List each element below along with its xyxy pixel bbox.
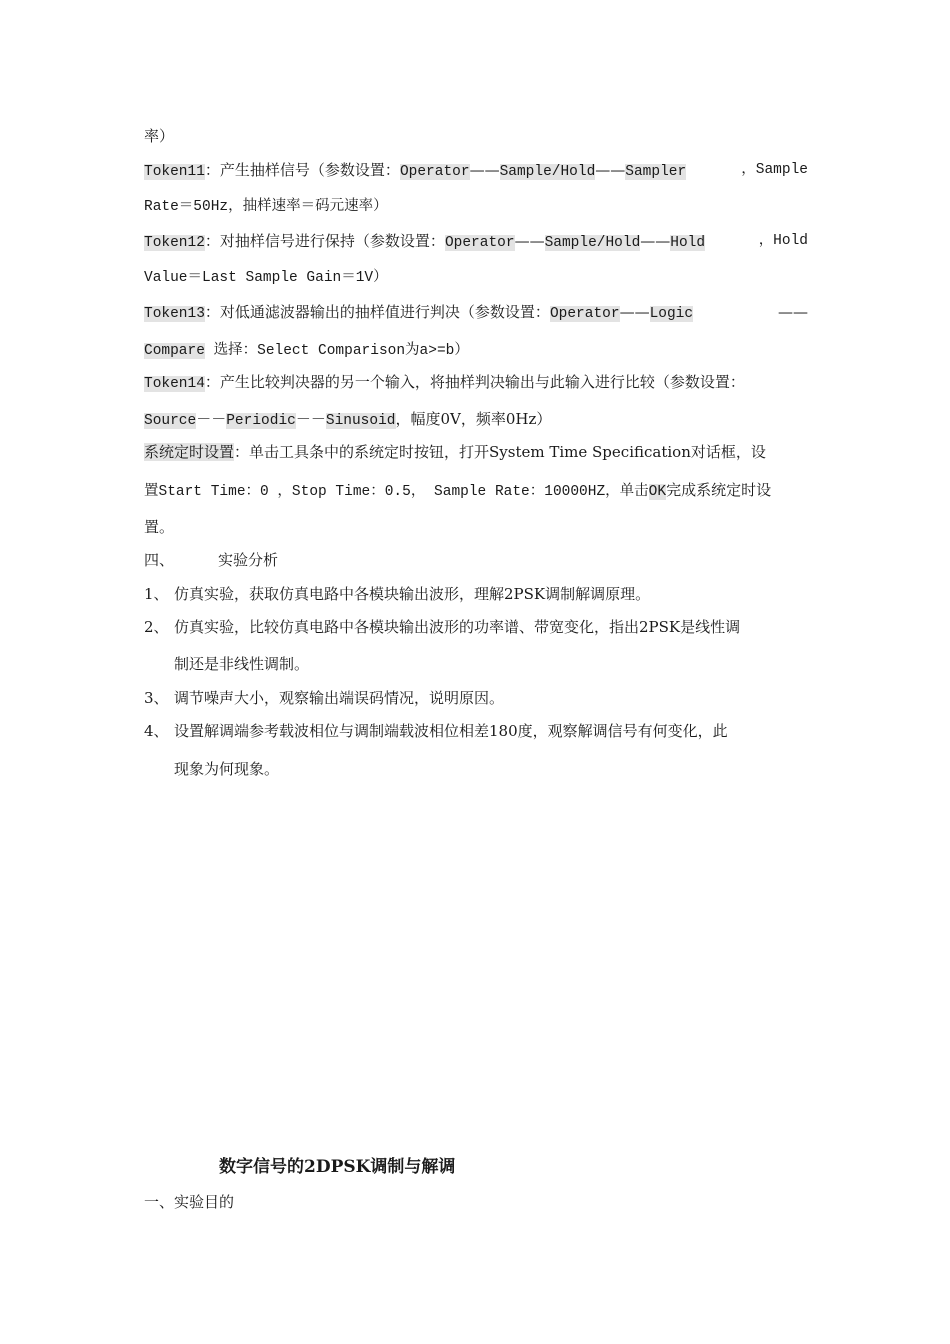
- list-item: 3、 调节噪声大小，观察输出端误码情况，说明原因。: [144, 689, 505, 707]
- subsection-heading: 一、实验目的: [144, 1193, 235, 1211]
- token12-line: Token12：对抽样信号进行保持（参数设置：Operator——Sample/Hold——Hold ，Hold: [144, 232, 808, 251]
- section-heading: 四、 实验分析: [144, 551, 279, 569]
- token-label: Token11: [144, 164, 205, 180]
- text-line: 置。: [144, 518, 175, 536]
- list-item-continued: 制还是非线性调制。: [174, 655, 310, 673]
- token13-line: Token13：对低通滤波器输出的抽样值进行判决（参数设置：Operator——Logic ——: [144, 303, 808, 322]
- token11-line: Token11：产生抽样信号（参数设置：Operator——Sample/Hold——Sampler ，Sample: [144, 161, 808, 180]
- text-line: Compare 选择：Select Comparison为a>=b）: [144, 343, 469, 359]
- token-label: Token13: [144, 306, 205, 322]
- token-label: Token14: [144, 376, 205, 392]
- list-item: 4、 设置解调端参考载波相位与调制端载波相位相差180度，观察解调信号有何变化，此: [144, 722, 728, 740]
- system-timing-line: 系统定时设置：单击工具条中的系统定时按钮，打开System Time Specification对话框，设: [144, 443, 766, 461]
- token-label: Token12: [144, 235, 205, 251]
- text-line: Value＝Last Sample Gain＝1V）: [144, 270, 388, 286]
- text-line: 置Start Time：0 ，Stop Time：0.5， Sample Rate：10000HZ，单击OK完成系统定时设: [144, 481, 772, 500]
- system-timing-label: 系统定时设置: [144, 443, 235, 461]
- text-line: Rate＝50Hz，抽样速率＝码元速率）: [144, 199, 388, 215]
- text-line: Source－－Periodic－－Sinusoid，幅度0V，频率0Hz）: [144, 410, 552, 429]
- list-item-continued: 现象为何现象。: [174, 760, 280, 778]
- text-line: 率）: [144, 127, 175, 145]
- list-item: 1、 仿真实验，获取仿真电路中各模块输出波形，理解2PSK调制解调原理。: [144, 585, 651, 603]
- section-title: 数字信号的2DPSK调制与解调: [219, 1157, 456, 1177]
- token14-line: Token14：产生比较判决器的另一个输入，将抽样判决输出与此输入进行比较（参数设置：: [144, 373, 745, 392]
- list-item: 2、 仿真实验，比较仿真电路中各模块输出波形的功率谱、带宽变化，指出2PSK是线性调: [144, 618, 741, 636]
